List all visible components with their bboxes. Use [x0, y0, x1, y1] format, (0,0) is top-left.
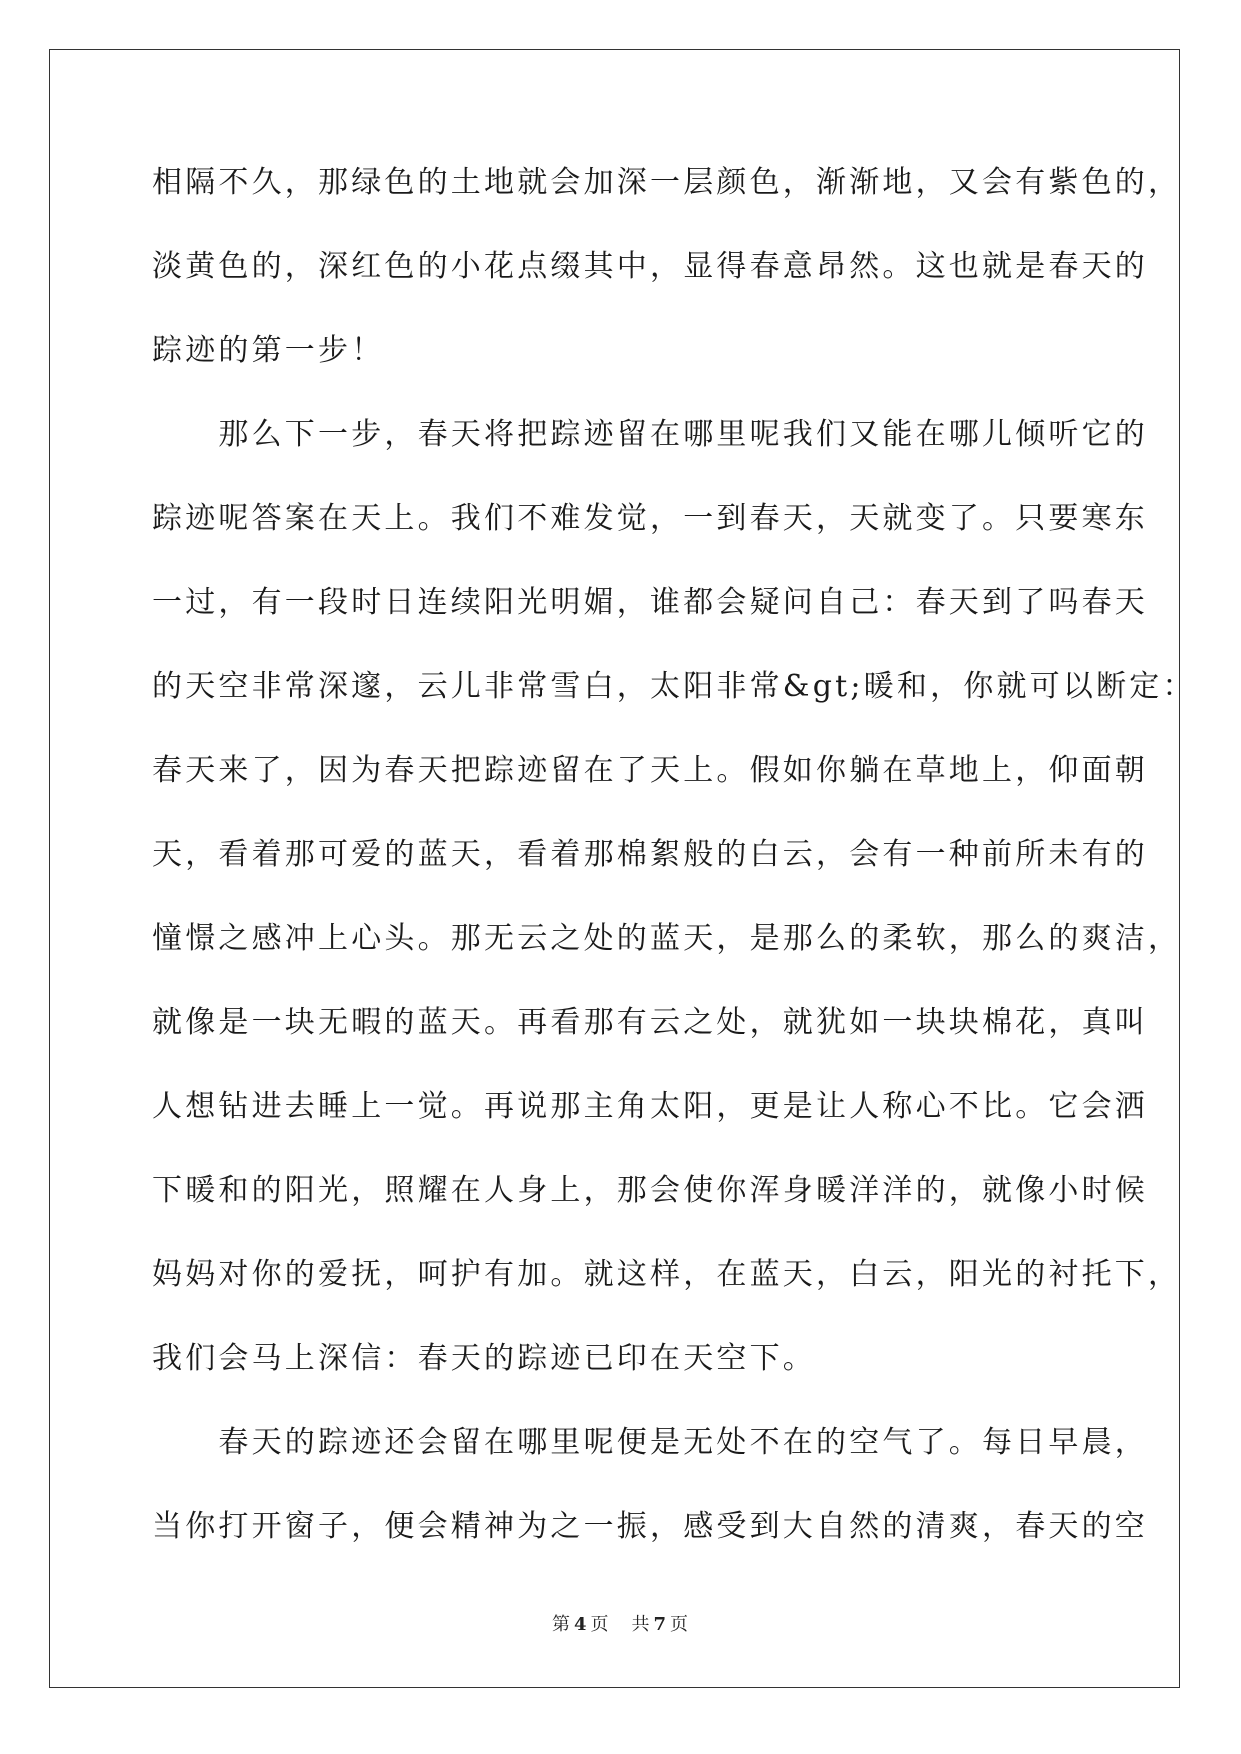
page-number: 4 [573, 1614, 588, 1635]
text-line: 春天的踪迹还会留在哪里呢便是无处不在的空气了。每日早晨， [152, 1425, 1148, 1460]
text-line: 那么下一步，春天将把踪迹留在哪里呢我们又能在哪儿倾听它的 [152, 417, 1148, 452]
text-line: 一过，有一段时日连续阳光明媚，谁都会疑问自己：春天到了吗春天 [152, 585, 1148, 620]
text-line: 春天来了，因为春天把踪迹留在了天上。假如你躺在草地上，仰面朝 [152, 753, 1148, 788]
page-footer [0, 1610, 1241, 1636]
text-line: 当你打开窗子，便会精神为之一振，感受到大自然的清爽，春天的空 [152, 1509, 1148, 1544]
text-line: 天，看着那可爱的蓝天，看着那棉絮般的白云，会有一种前所未有的 [152, 837, 1148, 872]
text-line: 踪迹呢答案在天上。我们不难发觉，一到春天，天就变了。只要寒东 [152, 501, 1148, 536]
page-prefix: 第 [551, 1614, 571, 1635]
page-suffix: 页 [590, 1614, 610, 1635]
total-prefix: 共 [631, 1614, 651, 1635]
total-suffix: 页 [670, 1614, 690, 1635]
text-line: 就像是一块无暇的蓝天。再看那有云之处，就犹如一块块棉花，真叫 [152, 1005, 1148, 1040]
document-body [152, 160, 1196, 1588]
text-line: 的天空非常深邃，云儿非常雪白，太阳非常&gt;暖和，你就可以断定： [152, 669, 1196, 704]
text-line: 我们会马上深信：春天的踪迹已印在天空下。 [152, 1341, 816, 1376]
text-line: 憧憬之感冲上心头。那无云之处的蓝天，是那么的柔软，那么的爽洁， [152, 921, 1182, 956]
text-line: 人想钻进去睡上一觉。再说那主角太阳，更是让人称心不比。它会洒 [152, 1089, 1148, 1124]
text-line: 下暖和的阳光，照耀在人身上，那会使你浑身暖洋洋的，就像小时候 [152, 1173, 1148, 1208]
total-pages: 7 [653, 1614, 668, 1635]
text-line: 妈妈对你的爱抚，呵护有加。就这样，在蓝天，白云，阳光的衬托下， [152, 1257, 1182, 1292]
text-line: 淡黄色的，深红色的小花点缀其中，显得春意昂然。这也就是春天的 [152, 249, 1148, 284]
text-line: 踪迹的第一步！ [152, 333, 385, 368]
text-line: 相隔不久，那绿色的土地就会加深一层颜色，渐渐地，又会有紫色的， [152, 165, 1182, 200]
